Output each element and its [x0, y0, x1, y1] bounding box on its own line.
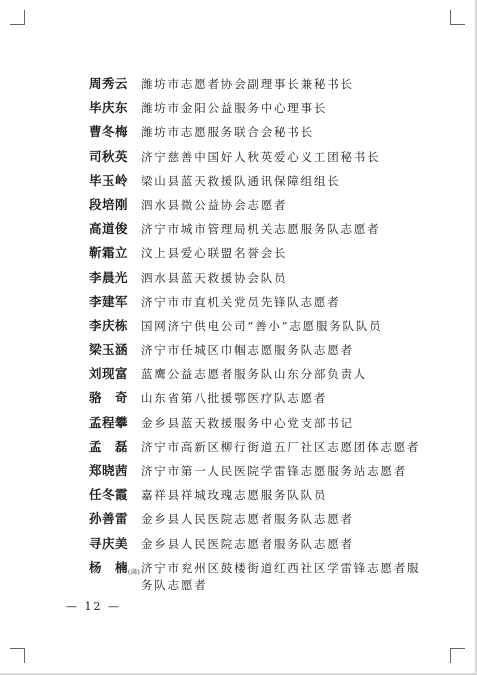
- person-name: 孟 磊: [89, 438, 129, 454]
- person-description: 梁山县蓝天救援队通讯保障组组长: [141, 173, 341, 188]
- person-description: 金乡县蓝天救援服务中心党支部书记: [141, 415, 354, 430]
- person-name: 曹冬梅: [89, 124, 129, 140]
- person-name: 骆 奇: [89, 390, 129, 406]
- list-item: [89, 318, 449, 342]
- person-name: 高道俊: [89, 221, 129, 237]
- list-item: [89, 463, 449, 487]
- person-description: 济宁市兖州区鼓楼街道红西社区学雷锋志愿者服务队志愿者: [141, 560, 421, 592]
- person-name: 孟程攀: [89, 414, 129, 430]
- list-item: [89, 270, 449, 294]
- list-item: [89, 100, 449, 124]
- person-description: 金乡县人民医院志愿者服务队志愿者: [141, 512, 354, 527]
- list-item: [89, 536, 449, 560]
- person-description: 潍坊市志愿者协会副理事长兼秘书长: [141, 77, 354, 91]
- person-description: 蓝鹰公益志愿者服务队山东分部负责人: [141, 367, 368, 382]
- person-description: 金乡县人民医院志愿者服务队志愿者: [141, 536, 354, 551]
- list-item: [89, 197, 449, 221]
- page-number: — 12 —: [66, 600, 121, 613]
- person-description: 济宁慈善中国好人秋英爱心义工团秘书长: [141, 149, 381, 164]
- person-description: 汶上县爱心联盟名誉会长: [141, 246, 288, 261]
- person-name: 毕庆东: [89, 100, 129, 116]
- person-description: 山东省第八批援鄂医疗队志愿者: [141, 391, 328, 406]
- list-item: [89, 415, 449, 439]
- volunteer-list: [89, 76, 449, 600]
- list-item: [89, 149, 449, 173]
- person-description: 泗水县微公益协会志愿者: [141, 197, 288, 212]
- list-item: [89, 124, 449, 148]
- person-description: 济宁市市直机关党员先锋队志愿者: [141, 294, 341, 309]
- person-name: 李晨光: [89, 269, 129, 285]
- person-name: 孙善雷: [89, 511, 129, 527]
- person-description: 泗水县蓝天救援协会队员: [141, 270, 288, 285]
- list-item: [89, 390, 449, 414]
- person-name: 靳霜立: [89, 245, 129, 261]
- person-description: 潍坊市志愿服务联合会秘书长: [141, 125, 314, 140]
- person-name: 毕玉岭: [89, 172, 129, 188]
- person-name-text: 杨 楠: [89, 559, 129, 575]
- person-description: 嘉祥县祥城玫瑰志愿服务队队员: [141, 488, 328, 503]
- crop-mark-top-left: [10, 10, 25, 25]
- person-name: 郑晓茜: [89, 463, 129, 478]
- list-item: [89, 560, 449, 600]
- crop-mark-bottom-left: [10, 648, 25, 663]
- person-name: 周秀云: [89, 76, 129, 91]
- person-name: 任冬霞: [89, 487, 129, 503]
- list-item: [89, 366, 449, 390]
- list-item: [89, 245, 449, 269]
- crop-mark-bottom-right: [450, 648, 465, 663]
- crop-mark-top-right: [450, 10, 465, 25]
- person-description: 潍坊市金阳公益服务中心理事长: [141, 101, 328, 116]
- list-item: [89, 173, 449, 197]
- list-item: [89, 439, 449, 463]
- list-item: [89, 342, 449, 366]
- person-description: 济宁市城市管理局机关志愿服务队志愿者: [141, 222, 381, 237]
- list-item: [89, 511, 449, 535]
- person-description: 济宁市高新区柳行街道五厂社区志愿团体志愿者: [141, 439, 421, 454]
- person-name: 刘现富: [89, 366, 129, 382]
- list-item: [89, 221, 449, 245]
- person-name: 段培刚: [89, 196, 129, 212]
- person-name: 李建军: [89, 293, 129, 309]
- person-name: 寻庆美: [89, 535, 129, 551]
- person-description: 国网济宁供电公司“善小”志愿服务队队员: [141, 318, 383, 333]
- person-name: 司秋英: [89, 148, 129, 164]
- list-item: [89, 487, 449, 511]
- person-name: 梁玉涵: [89, 342, 129, 358]
- list-item: [89, 76, 449, 100]
- person-description: 济宁市第一人民医院学雷锋志愿服务站志愿者: [141, 464, 407, 478]
- person-name: [89, 560, 141, 581]
- list-item: [89, 294, 449, 318]
- person-description: 济宁市任城区巾帼志愿服务队志愿者: [141, 343, 354, 358]
- ethnicity-note: (满): [128, 568, 141, 576]
- person-name: 李庆栋: [89, 317, 129, 333]
